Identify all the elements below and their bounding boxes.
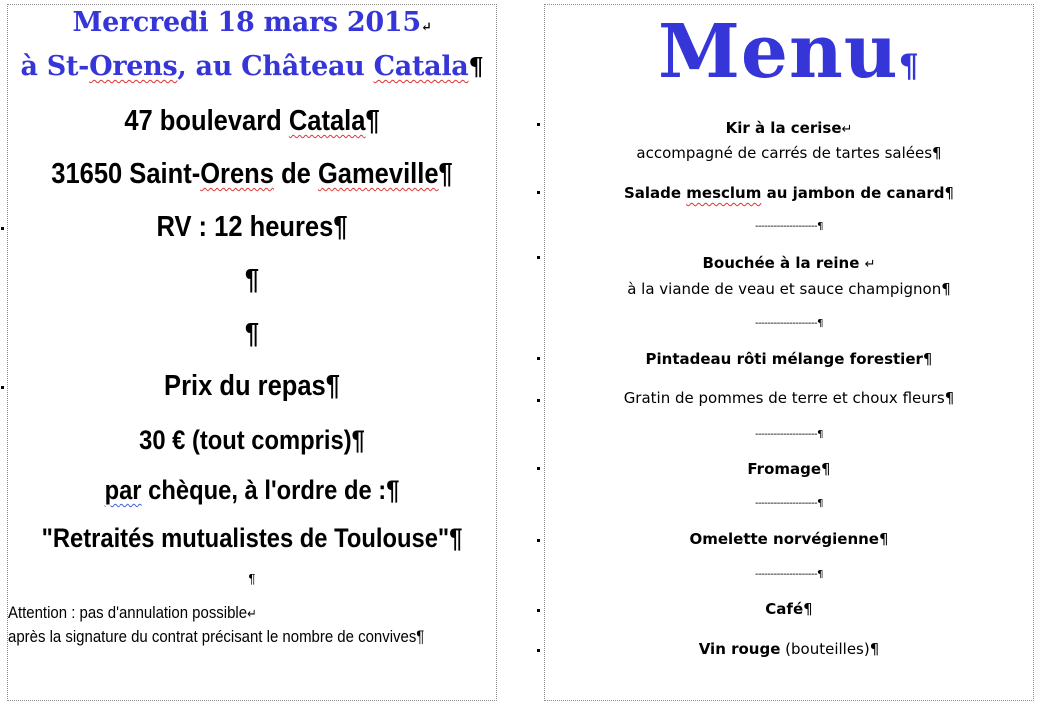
menu-item-label: Bouchée à la reine bbox=[702, 254, 865, 272]
menu-item-gratin bbox=[545, 389, 1033, 407]
attention-line-1 bbox=[8, 603, 437, 623]
line-break-mark: ↵ bbox=[841, 122, 853, 137]
pilcrow-mark: ¶ bbox=[944, 389, 955, 407]
menu-item-label: Vin rouge bbox=[698, 640, 781, 658]
pilcrow-mark: ¶ bbox=[898, 47, 920, 85]
pilcrow-mark: ¶ bbox=[817, 318, 824, 329]
city-line bbox=[37, 158, 466, 191]
place-text-b: Orens bbox=[89, 51, 178, 82]
pilcrow-mark: ¶ bbox=[333, 211, 348, 243]
left-page bbox=[7, 4, 497, 701]
menu-item-label-b: mesclum bbox=[686, 184, 762, 202]
pilcrow-mark: ¶ bbox=[351, 425, 365, 455]
event-date-line bbox=[8, 7, 496, 38]
empty-paragraph-2 bbox=[37, 318, 466, 351]
pilcrow-mark: ¶ bbox=[244, 264, 260, 296]
separator-4 bbox=[545, 498, 1033, 509]
separator-dashes: -------------------- bbox=[754, 498, 818, 509]
payment-line bbox=[37, 475, 466, 506]
menu-item-bouchee bbox=[545, 254, 1033, 272]
menu-item-omelette bbox=[545, 530, 1033, 548]
paragraph-mark-indicator bbox=[1, 386, 4, 389]
pilcrow-mark: ¶ bbox=[365, 105, 380, 137]
paragraph-mark-indicator bbox=[1, 227, 4, 230]
payee-name: "Retraités mutualistes de Toulouse" bbox=[41, 523, 450, 553]
menu-item-label: Fromage bbox=[747, 460, 822, 478]
menu-item-bouchee-detail bbox=[545, 280, 1033, 298]
separator-3 bbox=[545, 429, 1033, 440]
separator-dashes: -------------------- bbox=[754, 569, 818, 580]
list-bullet bbox=[537, 467, 540, 470]
line-break-mark: ↵ bbox=[247, 606, 257, 621]
pilcrow-mark: ¶ bbox=[817, 569, 824, 580]
pilcrow-mark: ¶ bbox=[869, 640, 880, 658]
pilcrow-mark: ¶ bbox=[386, 475, 400, 505]
empty-paragraph-3 bbox=[8, 571, 496, 586]
menu-item-kir bbox=[545, 119, 1033, 137]
city-text-d: Gameville bbox=[317, 158, 439, 190]
menu-item-pintadeau bbox=[545, 350, 1033, 368]
empty-paragraph-1 bbox=[37, 264, 466, 297]
payee-line bbox=[37, 523, 466, 554]
rendezvous-text: RV : 12 heures bbox=[156, 211, 334, 243]
pilcrow-mark: ¶ bbox=[803, 600, 813, 618]
line-break-mark: ↵ bbox=[420, 20, 432, 35]
list-bullet bbox=[537, 256, 540, 259]
list-bullet bbox=[537, 191, 540, 194]
rendezvous-line bbox=[37, 211, 466, 244]
menu-item-detail: à la viande de veau et sauce champignon bbox=[627, 280, 942, 298]
pilcrow-mark: ¶ bbox=[248, 571, 256, 586]
line-break-mark: ↵ bbox=[864, 257, 876, 272]
attention-text-2: après la signature du contrat précisant le nombre de convives bbox=[8, 627, 417, 646]
separator-dashes: -------------------- bbox=[754, 221, 818, 232]
address-text-b: Catala bbox=[288, 105, 366, 137]
menu-item-label-a: Salade bbox=[623, 184, 687, 202]
pilcrow-mark: ¶ bbox=[932, 144, 942, 162]
menu-item-cafe bbox=[545, 600, 1033, 618]
pilcrow-mark: ¶ bbox=[817, 429, 824, 440]
menu-item-label: Kir à la cerise bbox=[725, 119, 842, 137]
place-text-c: , au Château bbox=[177, 51, 374, 82]
list-bullet bbox=[537, 539, 540, 542]
menu-title: Menu bbox=[658, 9, 899, 95]
pilcrow-mark: ¶ bbox=[817, 498, 824, 509]
place-text-a: à St- bbox=[20, 51, 90, 82]
list-bullet bbox=[537, 357, 540, 360]
pilcrow-mark: ¶ bbox=[922, 350, 933, 368]
separator-2 bbox=[545, 318, 1033, 329]
separator-dashes: -------------------- bbox=[754, 318, 818, 329]
menu-item-vin bbox=[545, 640, 1033, 658]
pilcrow-mark: ¶ bbox=[821, 460, 831, 478]
menu-item-detail: (bouteilles) bbox=[780, 640, 870, 658]
list-bullet bbox=[537, 123, 540, 126]
pilcrow-mark: ¶ bbox=[449, 523, 463, 553]
pilcrow-mark: ¶ bbox=[944, 184, 955, 202]
address-text-a: 47 boulevard bbox=[124, 105, 289, 137]
separator-dashes: -------------------- bbox=[754, 429, 818, 440]
menu-item-label: Omelette norvégienne bbox=[689, 530, 879, 548]
attention-line-2 bbox=[8, 627, 437, 647]
menu-item-fromage bbox=[545, 460, 1033, 478]
address-line bbox=[37, 105, 466, 138]
list-bullet bbox=[537, 649, 540, 652]
menu-item-label: Gratin de pommes de terre et choux fleurs bbox=[623, 389, 945, 407]
city-text-a: 31650 Saint- bbox=[51, 158, 201, 190]
city-text-b: Orens bbox=[200, 158, 274, 190]
price-title: Prix du repas bbox=[164, 370, 326, 402]
menu-item-detail: accompagné de carrés de tartes salées bbox=[636, 144, 933, 162]
event-place-line bbox=[8, 51, 496, 82]
payment-text-b: chèque, à l'ordre de : bbox=[141, 475, 387, 505]
pilcrow-mark: ¶ bbox=[817, 221, 824, 232]
list-bullet bbox=[537, 609, 540, 612]
place-text-d: Catala bbox=[373, 51, 469, 82]
menu-item-label-c: au jambon de canard bbox=[761, 184, 945, 202]
right-page bbox=[544, 4, 1034, 701]
pilcrow-mark: ¶ bbox=[244, 318, 260, 350]
pilcrow-mark: ¶ bbox=[878, 530, 889, 548]
pilcrow-mark: ¶ bbox=[438, 158, 453, 190]
price-value-line bbox=[37, 425, 466, 456]
list-bullet bbox=[537, 399, 540, 402]
menu-item-salade bbox=[545, 184, 1033, 202]
separator-5 bbox=[545, 569, 1033, 580]
menu-item-label: Pintadeau rôti mélange forestier bbox=[645, 350, 923, 368]
menu-title-line bbox=[545, 9, 1033, 95]
menu-item-label: Café bbox=[765, 600, 804, 618]
pilcrow-mark: ¶ bbox=[416, 627, 425, 646]
pilcrow-mark: ¶ bbox=[468, 52, 484, 81]
event-date: Mercredi 18 mars 2015 bbox=[72, 7, 421, 38]
pilcrow-mark: ¶ bbox=[325, 370, 340, 402]
price-value: 30 € (tout compris) bbox=[139, 425, 352, 455]
payment-text-a: par bbox=[104, 475, 142, 505]
separator-1 bbox=[545, 221, 1033, 232]
price-title-line bbox=[37, 370, 466, 403]
attention-text-1: Attention : pas d'annulation possible bbox=[8, 603, 248, 622]
city-text-c: de bbox=[273, 158, 318, 190]
pilcrow-mark: ¶ bbox=[941, 280, 951, 298]
menu-item-kir-detail bbox=[545, 144, 1033, 162]
